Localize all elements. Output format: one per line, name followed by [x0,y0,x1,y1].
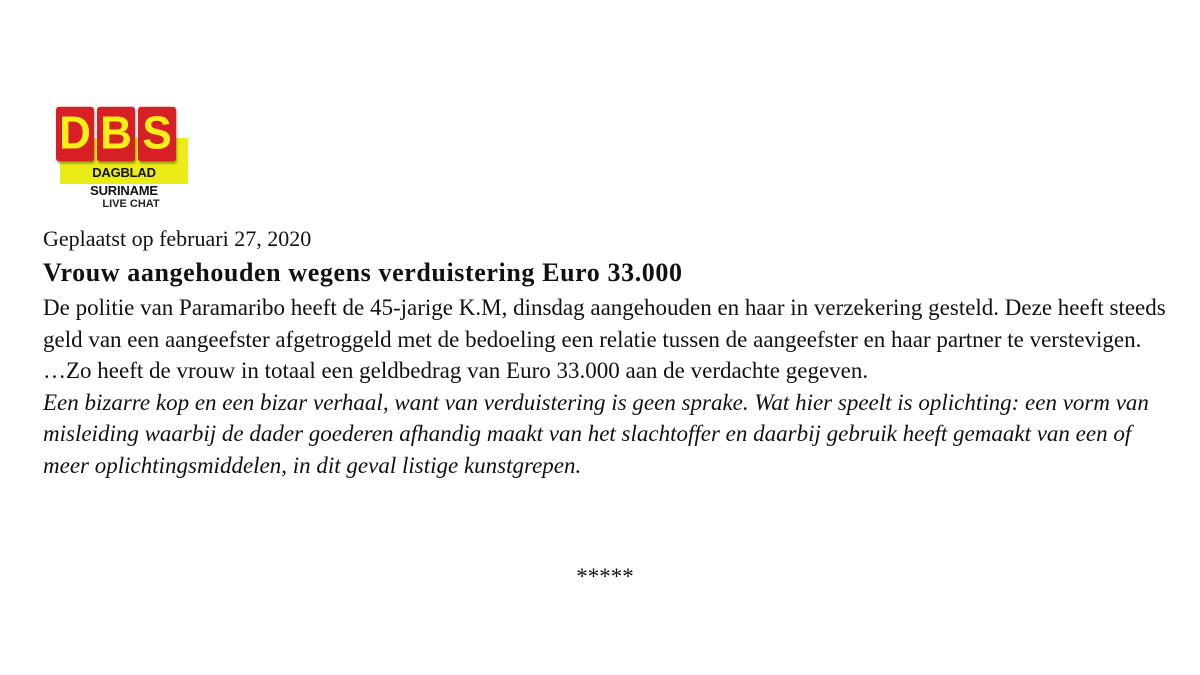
section-separator: ***** [576,564,634,589]
article-paragraph: …Zo heeft de vrouw in totaal een geldbedrag van Euro 33.000 aan de verdachte gegeven. [43,358,869,383]
article-body [43,292,1173,481]
post-date: Geplaatst op februari 27, 2020 [43,226,312,251]
dbs-logo [56,107,206,198]
logo-letter-s: S [138,107,176,162]
logo-letter-b: B [97,107,135,162]
article-paragraph: De politie van Paramaribo heeft de 45-jarige K.M, dinsdag aangehouden en haar in verzekering gesteld. Deze heeft steeds geld van een aangeefster afgetroggeld met de bedoeling een relatie tussen de aangeefster en haar partner te verstevigen. [43,295,1166,352]
logo-band [56,107,206,198]
logo-letter-d: D [56,107,94,162]
logo-letters [56,108,176,160]
logo-subtitle: DAGBLAD SURINAME [90,165,158,198]
logo-tagline: LIVE CHAT [102,198,160,210]
editorial-commentary: Een bizarre kop en een bizar verhaal, want van verduistering is geen sprake. Wat hier speelt is oplichting: een vorm van misleiding waarbij de dader goederen afhandig maakt van het slachtoffer en daarbij gebruik heeft gemaakt van een of meer oplichtingsmiddelen, in dit geval listige kunstgrepen. [43,389,1149,478]
article-headline: Vrouw aangehouden wegens verduistering Euro 33.000 [43,258,683,287]
